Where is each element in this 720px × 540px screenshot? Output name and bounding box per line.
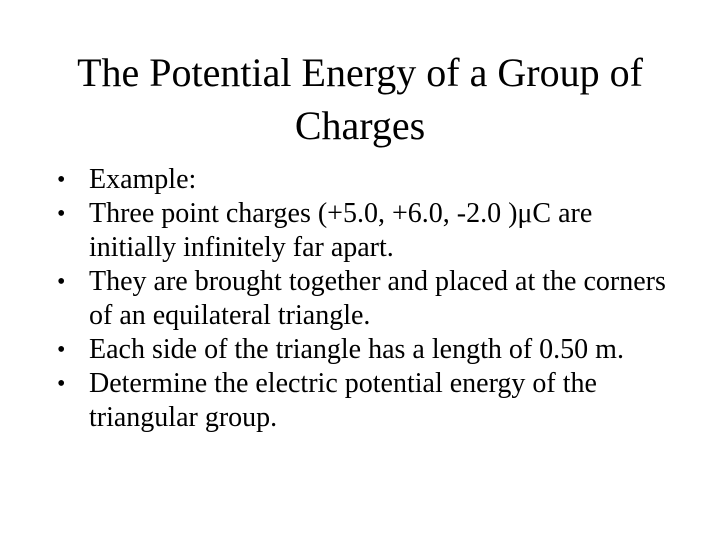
bullet-text: Three point charges (+5.0, +6.0, -2.0 )μC are initially infinitely far apart. xyxy=(89,198,593,263)
bullet-dot-icon: • xyxy=(57,201,66,227)
bullet-text: Determine the electric potential energy of the triangular group. xyxy=(89,368,597,433)
bullet-list xyxy=(57,163,684,435)
bullet-item-example xyxy=(57,163,684,197)
bullet-text: Each side of the triangle has a length of 0.50 m. xyxy=(89,334,624,365)
bullet-text: They are brought together and placed at the corners of an equilateral triangle. xyxy=(89,266,666,331)
bullet-dot-icon: • xyxy=(57,167,66,193)
bullet-item-side-length xyxy=(57,333,684,367)
bullet-text: Example: xyxy=(89,164,197,195)
bullet-item-determine xyxy=(57,367,684,435)
bullet-dot-icon: • xyxy=(57,269,66,295)
bullet-dot-icon: • xyxy=(57,371,66,397)
bullet-item-triangle xyxy=(57,265,684,333)
bullet-item-charges xyxy=(57,197,684,265)
slide-title: The Potential Energy of a Group of Charges xyxy=(77,50,643,148)
bullet-dot-icon: • xyxy=(57,337,66,363)
